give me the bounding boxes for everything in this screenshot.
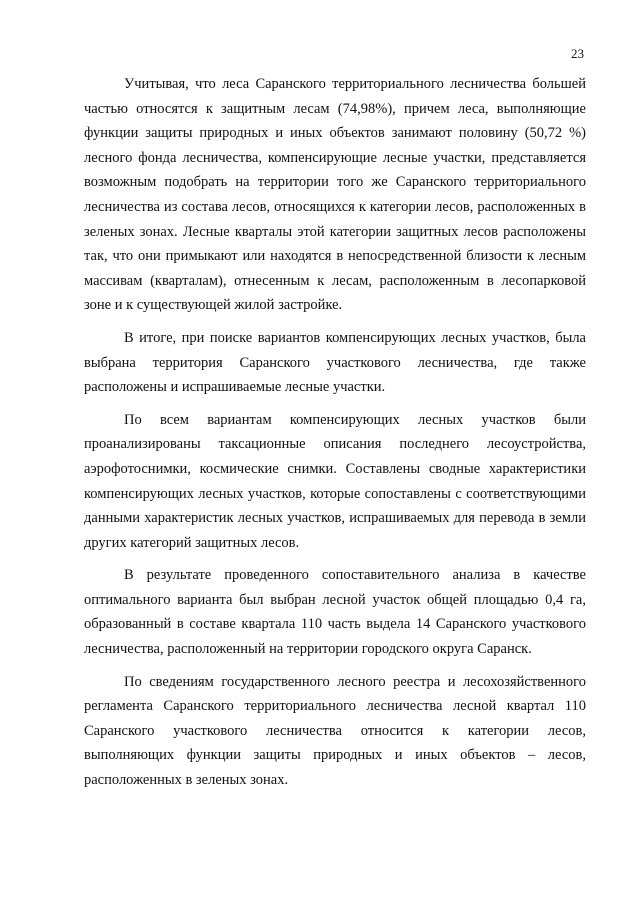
paragraph-4: В результате проведенного сопоставительного анализа в качестве оптимального варианта был выбран лесной участок общей площадью 0,4 га, образованный в составе квартала 110 часть выдела 14 Саранского участкового лесничества, расположенный на территории городского округа Саранск.: [84, 567, 586, 658]
paragraph-1: Учитывая, что леса Саранского территориального лесничества большей частью относятся к защитным лесам (74,98%), причем леса, выполняющие функции защиты природных и иных объектов занимают половину (50,72 %) лесного фонда лесничества, компенсирующие лесные участки, представляется возможным подобрать на территории того же Саранского территориального лесничества из состава лесов, относящихся к категории лесов, расположенных в зеленых зонах. Лесные кварталы этой категории защитных лесов расположены так, что они примыкают или находятся в непосредственной близости к лесным массивам (кварталам), отнесенным к лесам, расположенным в лесопарковой зоне и к существующей жилой застройке.: [84, 76, 586, 314]
paragraph-3: По всем вариантам компенсирующих лесных участков были проанализированы таксационные описания последнего лесоустройства, аэрофотоснимки, космические снимки. Составлены сводные характеристики компенсирующих лесных участков, которые сопоставлены с соответствующими данными характеристик лесных участков, испрашиваемых для перевода в земли других категорий защитных лесов.: [84, 411, 586, 551]
document-body: [84, 72, 586, 793]
paragraph-2: В итоге, при поиске вариантов компенсирующих лесных участков, была выбрана территория Саранского участкового лесничества, где также расположены и испрашиваемые лесные участки.: [84, 329, 586, 396]
page-number: 23: [571, 46, 584, 61]
paragraph-5: По сведениям государственного лесного реестра и лесохозяйственного регламента Саранского территориального лесничества лесной квартал 110 Саранского участкового лесничества относится к категории лесов, выполняющих функции защиты природных и иных объектов – лесов, расположенных в зеленых зонах.: [84, 673, 586, 789]
